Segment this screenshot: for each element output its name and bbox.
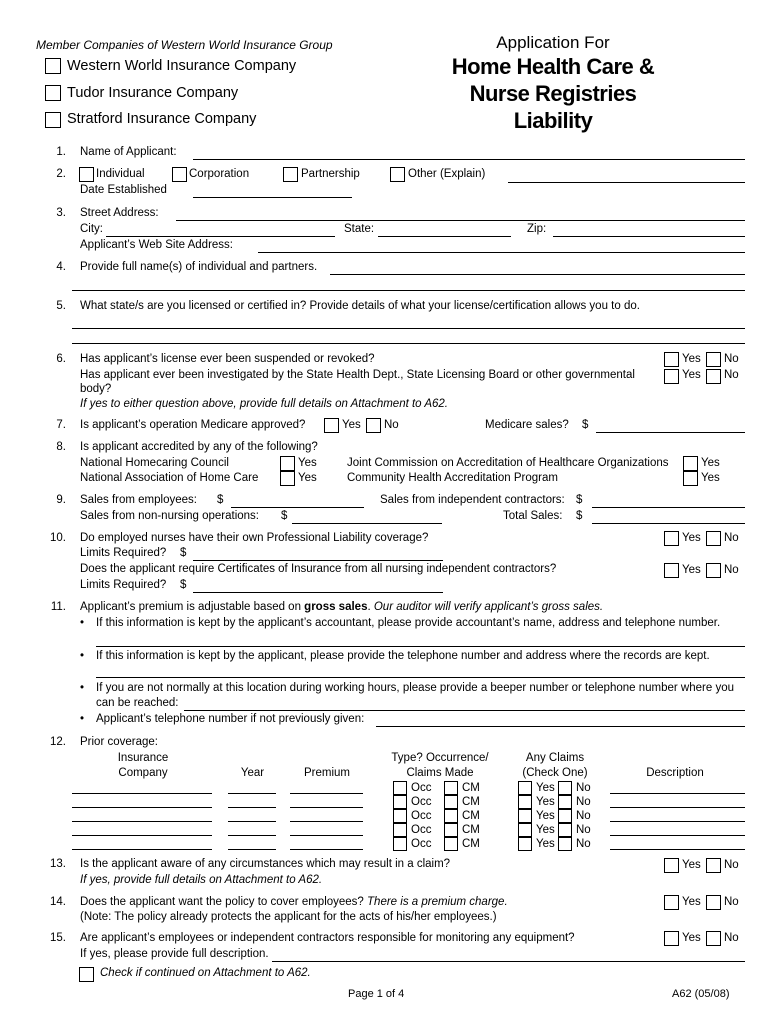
city-label: City: [80, 223, 103, 235]
prior-claims-yes-label: Yes [536, 824, 555, 836]
q10-limits-label-2: Limits Required? [80, 579, 167, 591]
q10b-yes-checkbox[interactable] [664, 563, 679, 578]
q4-field[interactable] [330, 274, 745, 275]
q4-number: 4. [56, 261, 66, 273]
prior-premium-field[interactable] [290, 849, 363, 850]
q11-field-2[interactable] [96, 677, 745, 678]
q10a-yes-checkbox[interactable] [664, 531, 679, 546]
q7-label: Is applicant’s operation Medicare approved? [80, 419, 306, 431]
other-explain-field[interactable] [508, 182, 745, 183]
h-company: Company [118, 767, 168, 779]
bullet-icon: • [80, 713, 85, 725]
prior-claims-yes-checkbox[interactable] [518, 781, 532, 795]
q10-limits-label-1: Limits Required? [80, 547, 167, 559]
q10-number: 10. [50, 532, 66, 544]
prior-occ-checkbox[interactable] [393, 781, 407, 795]
prior-cm-checkbox[interactable] [444, 837, 458, 851]
q5-field-2[interactable] [72, 343, 745, 344]
h-type-2: Claims Made [406, 767, 474, 779]
prior-cm-checkbox[interactable] [444, 809, 458, 823]
q4-field-2[interactable] [72, 290, 745, 291]
prior-company-field[interactable] [72, 807, 212, 808]
total-sales-label: Total Sales: [503, 510, 563, 522]
sales-employees-dollar: $ [217, 494, 224, 506]
prior-cm-label: CM [462, 782, 480, 794]
q12-label: Prior coverage: [80, 736, 158, 748]
prior-claims-no-label: No [576, 796, 591, 808]
total-sales-field[interactable] [592, 523, 745, 524]
q10-line-1: Do employed nurses have their own Professional Liability coverage? [80, 532, 429, 544]
q11-ital: Our auditor will verify applicant’s gross sales. [373, 601, 604, 613]
h-description: Description [646, 767, 704, 779]
prior-cm-checkbox[interactable] [444, 823, 458, 837]
q8-nahc-label: National Association of Home Care [80, 472, 259, 484]
q10-line-2: Does the applicant require Certificates of Insurance from all nursing independent contractors? [80, 563, 557, 575]
q13-line-2: If yes, provide full details on Attachment to A62. [80, 874, 323, 886]
h-premium: Premium [303, 767, 350, 779]
prior-claims-no-label: No [576, 838, 591, 850]
tudor-label: Tudor Insurance Company [67, 85, 239, 101]
q10-limits-dollar-1: $ [180, 547, 187, 559]
total-sales-dollar: $ [576, 510, 583, 522]
prior-company-field[interactable] [72, 821, 212, 822]
q10b-no-checkbox[interactable] [706, 563, 721, 578]
q11-text [80, 601, 603, 613]
prior-claims-yes-checkbox[interactable] [518, 823, 532, 837]
q14-line-1a: Does the applicant want the policy to cover employees? [80, 896, 368, 908]
q14-yes-label: Yes [682, 896, 701, 908]
prior-premium-field[interactable] [290, 821, 363, 822]
q15-no-label: No [724, 932, 739, 944]
q2-number: 2. [56, 168, 66, 180]
prior-claims-no-checkbox[interactable] [558, 837, 572, 851]
q11-field-1[interactable] [96, 646, 745, 647]
prior-cm-checkbox[interactable] [444, 781, 458, 795]
q11-bullet-3b: can be reached: [96, 697, 179, 709]
sales-contractors-dollar: $ [576, 494, 583, 506]
prior-cm-label: CM [462, 810, 480, 822]
q6-line-4: If yes to either question above, provide full details on Attachment to A62. [80, 398, 449, 410]
q13-number: 13. [50, 858, 66, 870]
q8-chap-label: Community Health Accreditation Program [347, 472, 558, 484]
q11-bullet-4: Applicant’s telephone number if not previously given: [96, 713, 365, 725]
q15-yes-checkbox[interactable] [664, 931, 679, 946]
prior-company-field[interactable] [72, 793, 212, 794]
prior-claims-no-label: No [576, 782, 591, 794]
h-type-1: Type? Occurrence/ [391, 752, 489, 764]
western-world-label: Western World Insurance Company [67, 58, 297, 74]
prior-claims-yes-label: Yes [536, 782, 555, 794]
q15-line-1: Are applicant’s employees or independent contractors responsible for monitoring any equipment? [80, 932, 575, 944]
q13-yes-checkbox[interactable] [664, 858, 679, 873]
city-field[interactable] [106, 236, 335, 237]
q8-nahc-yes: Yes [298, 472, 317, 484]
prior-description-field[interactable] [610, 835, 745, 836]
prior-claims-yes-checkbox[interactable] [518, 809, 532, 823]
q13-line-1: Is the applicant aware of any circumstances which may result in a claim? [80, 858, 451, 870]
q6a-no-label: No [724, 353, 739, 365]
corporation-label: Corporation [189, 168, 250, 180]
prior-claims-yes-checkbox[interactable] [518, 837, 532, 851]
q15-no-checkbox[interactable] [706, 931, 721, 946]
medicare-sales-label: Medicare sales? [485, 419, 569, 431]
sales-contractors-label: Sales from independent contractors: [380, 494, 565, 506]
prior-cm-label: CM [462, 796, 480, 808]
prior-occ-checkbox[interactable] [393, 809, 407, 823]
prior-year-field[interactable] [228, 793, 276, 794]
prior-claims-no-label: No [576, 824, 591, 836]
q14-line-2: (Note: The policy already protects the applicant for the acts of his/her employees.) [80, 911, 497, 923]
q10-limits-field-1[interactable] [193, 560, 443, 561]
prior-occ-label: Occ [411, 796, 432, 808]
q10a-yes-label: Yes [682, 532, 701, 544]
prior-occ-checkbox[interactable] [393, 837, 407, 851]
q15-number: 15. [50, 932, 66, 944]
h-year: Year [240, 767, 265, 779]
q11-bold: gross sales [304, 601, 368, 613]
q7-yes-label: Yes [342, 419, 361, 431]
q7-yes-checkbox[interactable] [324, 418, 339, 433]
sales-contractors-field[interactable] [592, 507, 745, 508]
q6b-yes-checkbox[interactable] [664, 369, 679, 384]
q6-line-2: Has applicant ever been investigated by the State Health Dept., State Licensing Board or other governmental [80, 369, 635, 381]
q8-chap-yes: Yes [701, 472, 720, 484]
prior-occ-label: Occ [411, 824, 432, 836]
prior-claims-no-checkbox[interactable] [558, 781, 572, 795]
date-established-label: Date Established [80, 184, 167, 196]
q1-label: Name of Applicant: [80, 146, 177, 158]
prior-cm-label: CM [462, 838, 480, 850]
prior-occ-label: Occ [411, 810, 432, 822]
q15-line-2: If yes, please provide full description. [80, 948, 269, 960]
title-line-3: Liability [513, 108, 593, 133]
prior-description-field[interactable] [610, 821, 745, 822]
western-world-checkbox[interactable] [45, 58, 61, 74]
q6b-no-checkbox[interactable] [706, 369, 721, 384]
q6a-yes-label: Yes [682, 353, 701, 365]
zip-field[interactable] [553, 236, 745, 237]
prior-premium-field[interactable] [290, 835, 363, 836]
prior-description-field[interactable] [610, 849, 745, 850]
prior-claims-no-checkbox[interactable] [558, 823, 572, 837]
prior-company-field[interactable] [72, 849, 212, 850]
state-label: State: [344, 223, 375, 235]
q5-number: 5. [56, 300, 66, 312]
q11-bullet-3a: If you are not normally at this location during working hours, please provide a beeper number or telephone number where you [96, 682, 734, 694]
member-line: Member Companies of Western World Insurance Group [36, 38, 333, 52]
state-field[interactable] [378, 236, 511, 237]
prior-description-field[interactable] [610, 807, 745, 808]
partnership-label: Partnership [301, 168, 360, 180]
title-line-2: Nurse Registries [469, 81, 637, 106]
q3-number: 3. [56, 207, 66, 219]
sales-employees-field[interactable] [231, 507, 364, 508]
stratford-checkbox[interactable] [45, 112, 61, 128]
q6b-no-label: No [724, 369, 739, 381]
sales-nonnursing-dollar: $ [281, 510, 288, 522]
website-field[interactable] [258, 252, 745, 253]
h-insurance: Insurance [117, 752, 169, 764]
corporation-checkbox[interactable] [172, 167, 187, 182]
prior-claims-no-label: No [576, 810, 591, 822]
q13-yes-label: Yes [682, 859, 701, 871]
street-field[interactable] [176, 220, 745, 221]
partnership-checkbox[interactable] [283, 167, 298, 182]
medicare-sales-field[interactable] [596, 432, 745, 433]
bullet-icon: • [80, 682, 85, 694]
page-number: Page 1 of 4 [348, 988, 405, 1000]
medicare-dollar: $ [582, 419, 589, 431]
prior-year-field[interactable] [228, 835, 276, 836]
q11-field-3[interactable] [184, 710, 745, 711]
q12-number: 12. [50, 736, 66, 748]
prior-claims-yes-label: Yes [536, 838, 555, 850]
q10b-yes-label: Yes [682, 564, 701, 576]
prior-year-field[interactable] [228, 821, 276, 822]
q8-number: 8. [56, 441, 66, 453]
other-checkbox[interactable] [390, 167, 405, 182]
q6a-yes-checkbox[interactable] [664, 352, 679, 367]
q7-no-checkbox[interactable] [366, 418, 381, 433]
q10-limits-field-2[interactable] [193, 592, 443, 593]
q14-number: 14. [50, 896, 66, 908]
q13-no-checkbox[interactable] [706, 858, 721, 873]
bullet-icon: • [80, 650, 85, 662]
sales-employees-label: Sales from employees: [80, 494, 197, 506]
q11-pre: Applicant’s premium is adjustable based on [80, 601, 305, 613]
sales-nonnursing-field[interactable] [292, 523, 442, 524]
sales-nonnursing-label: Sales from non-nursing operations: [80, 510, 259, 522]
continued-checkbox[interactable] [79, 967, 94, 982]
q11-number: 11. [50, 601, 66, 613]
q6b-yes-label: Yes [682, 369, 701, 381]
q1-field[interactable] [193, 159, 745, 160]
q15-yes-label: Yes [682, 932, 701, 944]
q1-number: 1. [56, 146, 66, 158]
q7-number: 7. [56, 419, 66, 431]
q10a-no-checkbox[interactable] [706, 531, 721, 546]
prior-claims-yes-label: Yes [536, 796, 555, 808]
individual-label: Individual [96, 168, 145, 180]
q11-bullet-2: If this information is kept by the applicant, please provide the telephone number and address where the records are kept. [96, 650, 710, 662]
prior-premium-field[interactable] [290, 807, 363, 808]
prior-claims-no-checkbox[interactable] [558, 795, 572, 809]
date-established-field[interactable] [193, 197, 352, 198]
q15-field[interactable] [272, 961, 745, 962]
prior-claims-yes-checkbox[interactable] [518, 795, 532, 809]
q8-chap-checkbox[interactable] [683, 471, 698, 486]
q8-jcaho-yes: Yes [701, 457, 720, 469]
website-label: Applicant’s Web Site Address: [80, 239, 233, 251]
prior-occ-checkbox[interactable] [393, 823, 407, 837]
q6-line-3: body? [80, 383, 112, 395]
prior-description-field[interactable] [610, 793, 745, 794]
q13-no-label: No [724, 859, 739, 871]
q14-yes-checkbox[interactable] [664, 895, 679, 910]
q8-nhc-label: National Homecaring Council [80, 457, 229, 469]
prior-claims-yes-label: Yes [536, 810, 555, 822]
prior-occ-label: Occ [411, 782, 432, 794]
q11-bullet-1: If this information is kept by the applicant’s accountant, please provide accountant’s name, address and telephone number. [96, 617, 721, 629]
prior-claims-no-checkbox[interactable] [558, 809, 572, 823]
q14-no-label: No [724, 896, 739, 908]
q10a-no-label: No [724, 532, 739, 544]
other-label: Other (Explain) [408, 168, 486, 180]
prior-premium-field[interactable] [290, 793, 363, 794]
individual-checkbox[interactable] [79, 167, 94, 182]
q6a-no-checkbox[interactable] [706, 352, 721, 367]
q8-label: Is applicant accredited by any of the following? [80, 441, 318, 453]
application-for: Application For [496, 33, 610, 52]
tudor-checkbox[interactable] [45, 85, 61, 101]
q6-line-1: Has applicant’s license ever been suspended or revoked? [80, 353, 375, 365]
q11-field-4[interactable] [376, 726, 745, 727]
stratford-label: Stratford Insurance Company [67, 111, 257, 127]
h-claims-2: (Check One) [522, 767, 588, 779]
q14-line-1 [80, 896, 508, 908]
q10-limits-dollar-2: $ [180, 579, 187, 591]
q9-number: 9. [56, 494, 66, 506]
q10b-no-label: No [724, 564, 739, 576]
q7-no-label: No [384, 419, 399, 431]
q8-nahc-checkbox[interactable] [280, 471, 295, 486]
q14-no-checkbox[interactable] [706, 895, 721, 910]
h-claims-1: Any Claims [525, 752, 585, 764]
q11-post: . [367, 601, 374, 613]
continued-label: Check if continued on Attachment to A62. [100, 967, 311, 979]
q5-field-1[interactable] [72, 328, 745, 329]
prior-cm-label: CM [462, 824, 480, 836]
prior-year-field[interactable] [228, 807, 276, 808]
q4-label: Provide full name(s) of individual and partners. [80, 261, 318, 273]
q8-nhc-checkbox[interactable] [280, 456, 295, 471]
q5-label: What state/s are you licensed or certified in? Provide details of what your license/certification allows you to do. [80, 300, 640, 312]
prior-occ-checkbox[interactable] [393, 795, 407, 809]
street-label: Street Address: [80, 207, 159, 219]
q14-line-1b: There is a premium charge. [367, 896, 508, 908]
prior-company-field[interactable] [72, 835, 212, 836]
form-number: A62 (05/08) [672, 988, 730, 1000]
bullet-icon: • [80, 617, 85, 629]
q8-nhc-yes: Yes [298, 457, 317, 469]
prior-cm-checkbox[interactable] [444, 795, 458, 809]
q8-jcaho-label: Joint Commission on Accreditation of Healthcare Organizations [347, 457, 669, 469]
prior-year-field[interactable] [228, 849, 276, 850]
q8-jcaho-checkbox[interactable] [683, 456, 698, 471]
prior-occ-label: Occ [411, 838, 432, 850]
zip-label: Zip: [527, 223, 547, 235]
title-line-1: Home Health Care & [451, 54, 655, 79]
q6-number: 6. [56, 353, 66, 365]
